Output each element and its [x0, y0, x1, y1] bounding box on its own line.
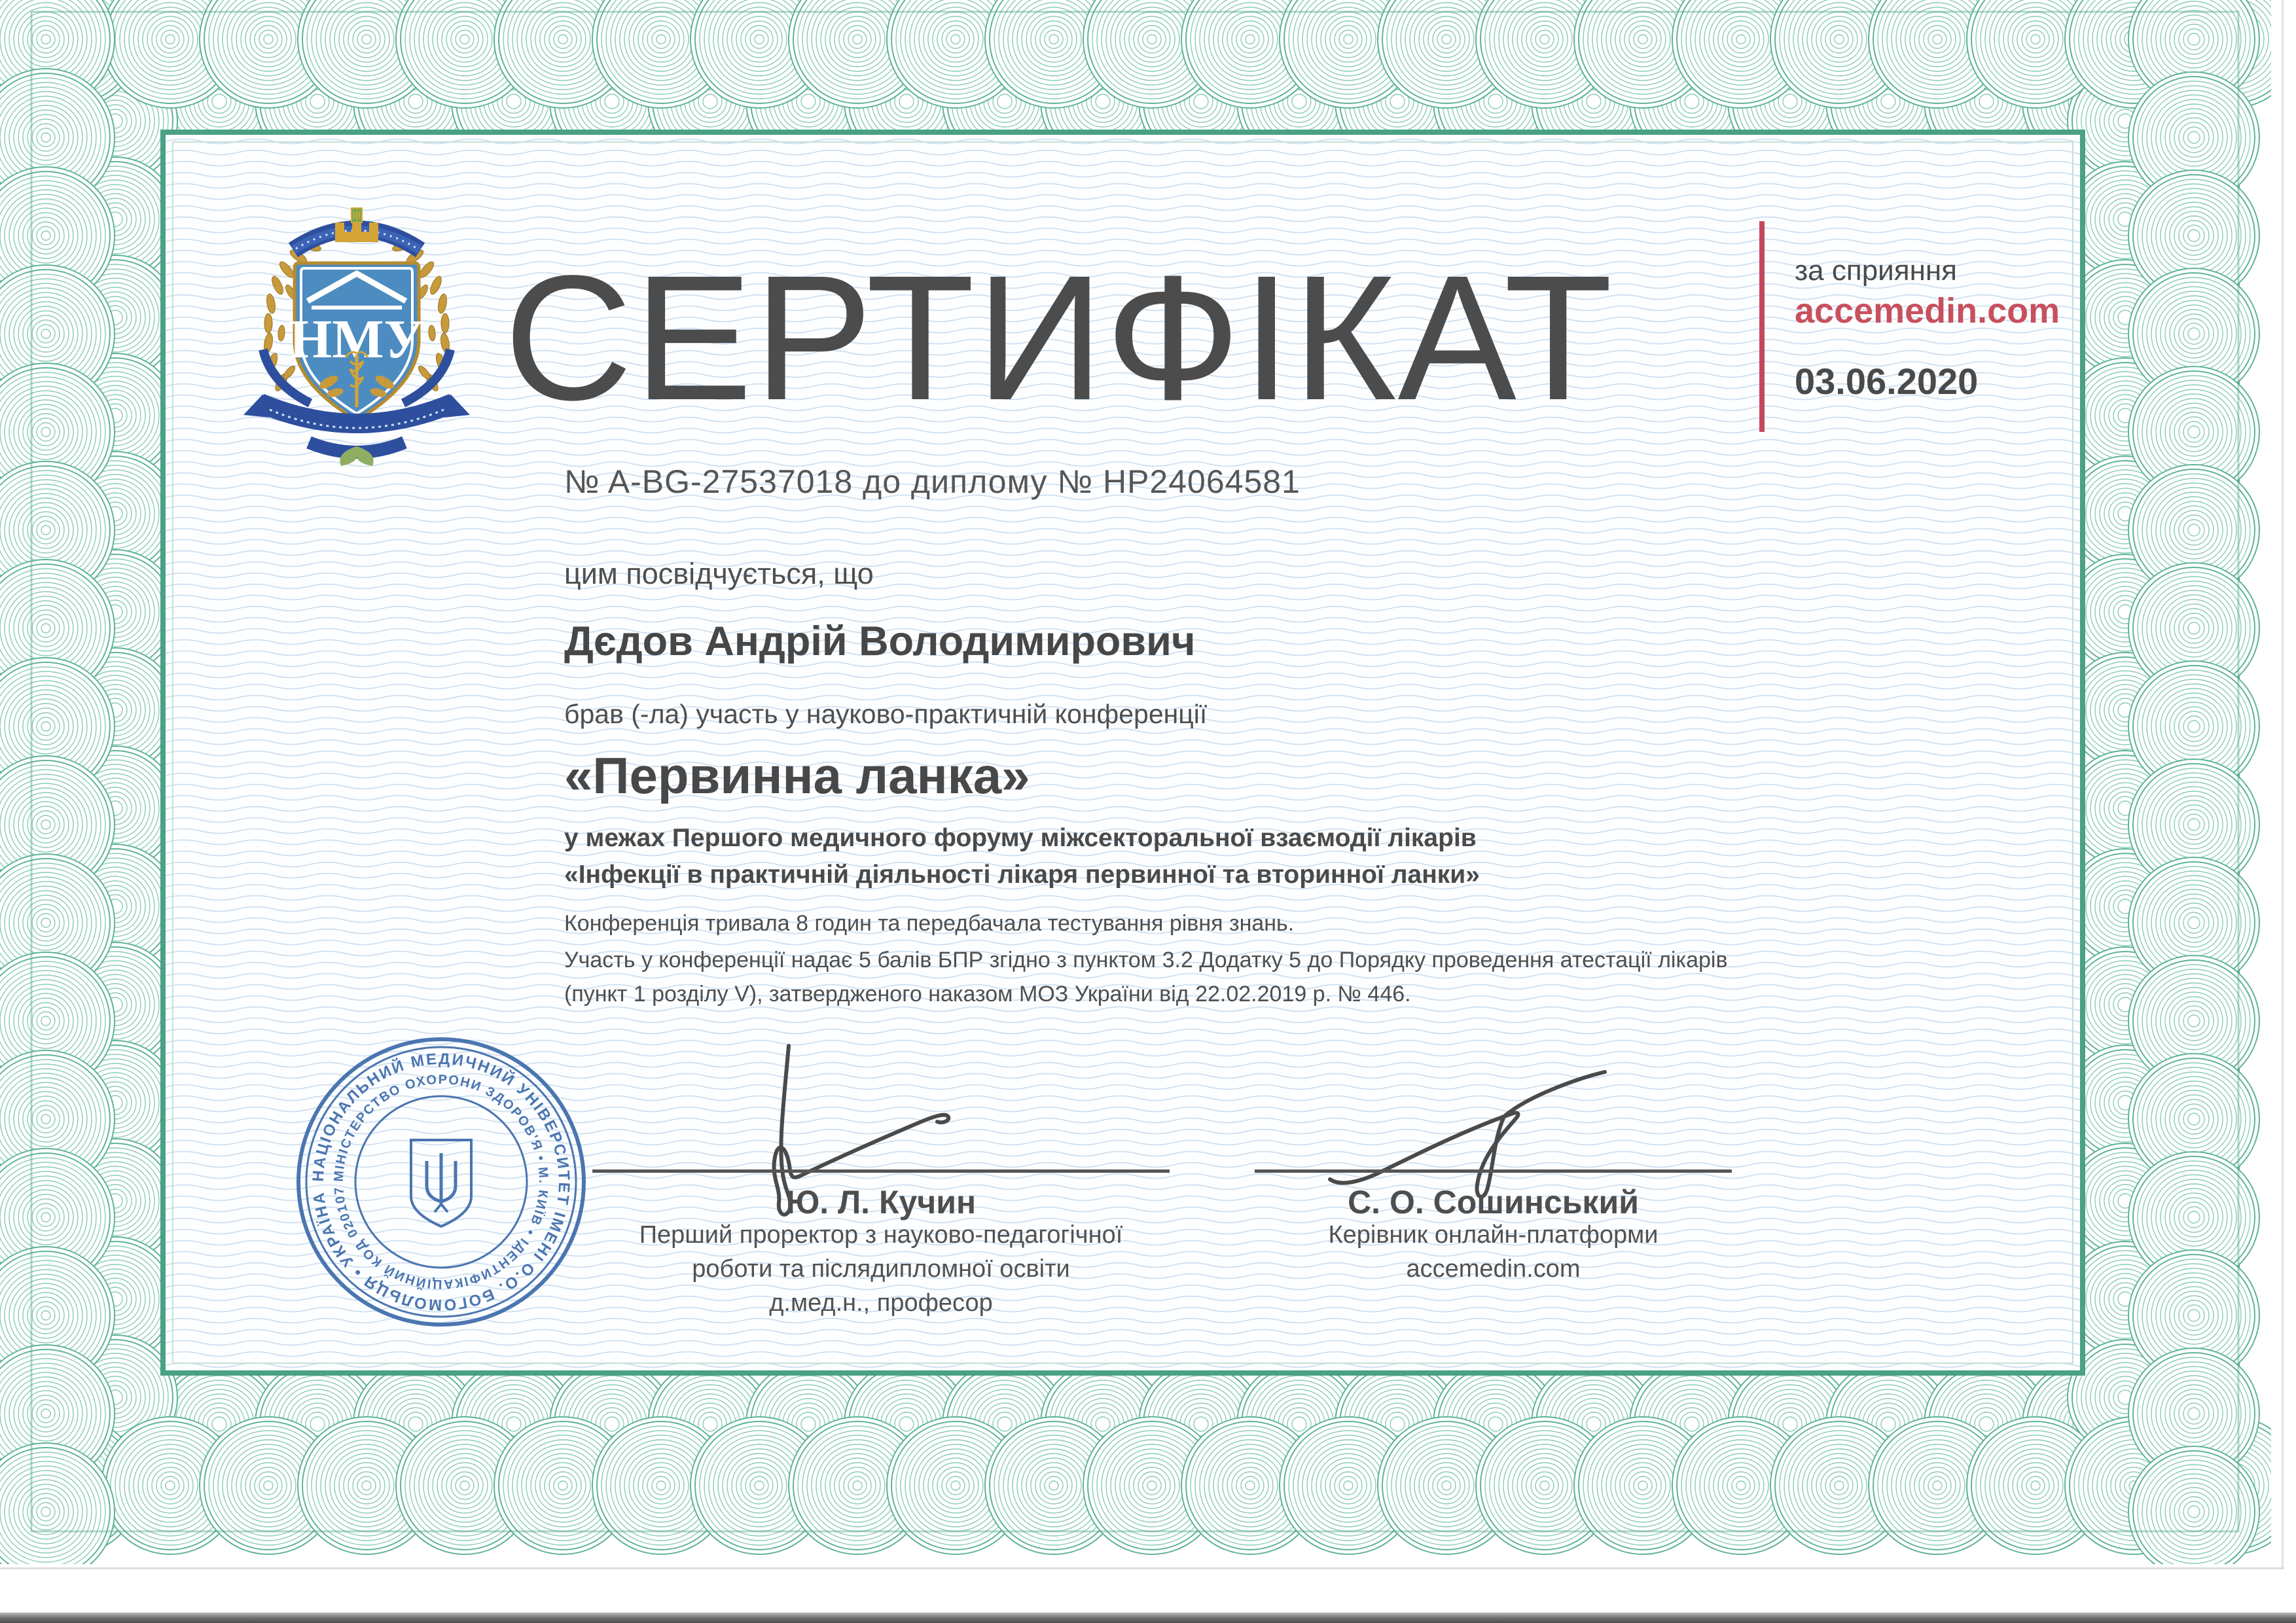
signature-line-1: [592, 1169, 1170, 1173]
signatory-1-role-3: д.мед.н., професор: [769, 1289, 993, 1317]
details-line-3: (пункт 1 розділу V), затвердженого наказом МОЗ України від 22.02.2019 р. № 446.: [564, 982, 1411, 1007]
emblem-monogram: НМУ: [289, 309, 425, 370]
signatory-1-role-1: Перший проректор з науково-педагогічної: [639, 1221, 1123, 1249]
certificate-title: СЕРТИФІКАТ: [504, 238, 1614, 437]
stamp-ring-text-inner: МІНІСТЕРСТВО ОХОРОНИ ЗДОРОВ'Я • М. КИЇВ • ІДЕНТИФІКАЦІЙНИЙ КОД 02010787: [331, 1072, 551, 1292]
signatory-2-role-1: Керівник онлайн-платформи: [1328, 1221, 1659, 1249]
certify-label: цим посвідчується, що: [564, 557, 874, 590]
forum-line-1: у межах Першого медичного форуму міжсекторальної взаємодії лікарів: [564, 824, 1477, 852]
details-line-2: Участь у конференції надає 5 балів БПР згідно з пунктом 3.2 Додатку 5 до Порядку проведення атестації лікарів: [564, 948, 1728, 972]
signatory-2-name: С. О. Сошинський: [1348, 1184, 1639, 1221]
scanner-bottom-bar: [0, 1613, 2296, 1623]
issue-date: 03.06.2020: [1795, 361, 1979, 402]
paper-edge-bottom: [0, 1567, 2284, 1569]
sponsor-label: за сприяння: [1795, 255, 1957, 287]
signature-line-2: [1255, 1169, 1732, 1173]
details-line-1: Конференція тривала 8 годин та передбачала тестування рівня знань.: [564, 911, 1295, 936]
forum-line-2: «Інфекції в практичній діяльності лікаря первинної та вторинної ланки»: [564, 861, 1480, 889]
signatory-2-role-2: accemedin.com: [1406, 1255, 1581, 1283]
signatory-1-role-2: роботи та післядипломної освіти: [692, 1255, 1070, 1283]
recipient-name: Дєдов Андрій Володимирович: [564, 618, 1196, 664]
signatory-1-name: Ю. Л. Кучин: [785, 1184, 977, 1221]
paper-edge-right: [2282, 0, 2284, 1569]
certificate-number: № A-BG-27537018 до диплому № НР24064581: [564, 463, 1300, 500]
sponsor-site: accemedin.com: [1795, 291, 2060, 330]
participation-line: брав (-ла) участь у науково-практичній конференції: [564, 699, 1208, 729]
conference-title: «Первинна ланка»: [564, 747, 1030, 804]
stamp-ring-text-outer: НАЦІОНАЛЬНИЙ МЕДИЧНИЙ УНІВЕРСИТЕТ ІМЕНІ О.О. БОГОМОЛЬЦЯ • УКРАЇНА: [309, 1050, 573, 1314]
signature-2-stroke: [1330, 1072, 1605, 1197]
